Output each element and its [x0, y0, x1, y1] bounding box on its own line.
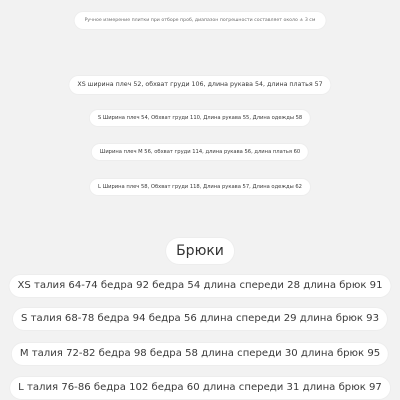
pants-title: Брюки — [166, 238, 234, 264]
top-size-s: S Ширина плеч 54, Обхват груди 110, Длина рукава 55, Длина одежды 58 — [90, 110, 310, 126]
pants-size-s: S талия 68-78 бедра 94 бедра 56 длина спереди 29 длина брюк 93 — [13, 308, 387, 330]
pants-size-xs: XS талия 64-74 бедра 92 бедра 54 длина спереди 28 длина брюк 91 — [10, 275, 391, 297]
measurement-note: Ручное измерение плитки при отборе проб, диапазон погрешности составляет около ± 3 см — [75, 12, 326, 29]
pants-size-l: L талия 76-86 бедра 102 бедра 60 длина спереди 31 длина брюк 97 — [10, 377, 390, 399]
pants-size-m: M талия 72-82 бедра 98 бедра 58 длина спереди 30 длина брюк 95 — [12, 343, 388, 365]
top-size-l: L Ширина плеч 58, Обхват груди 118, Длина рукава 57, Длина одежды 62 — [90, 179, 310, 195]
top-size-xs: XS ширина плеч 52, обхват груди 106, длина рукава 54, длина платья 57 — [69, 76, 330, 94]
top-size-m: Ширина плеч M 56, обхват груди 114, длина рукава 56, длина платья 60 — [92, 144, 308, 160]
